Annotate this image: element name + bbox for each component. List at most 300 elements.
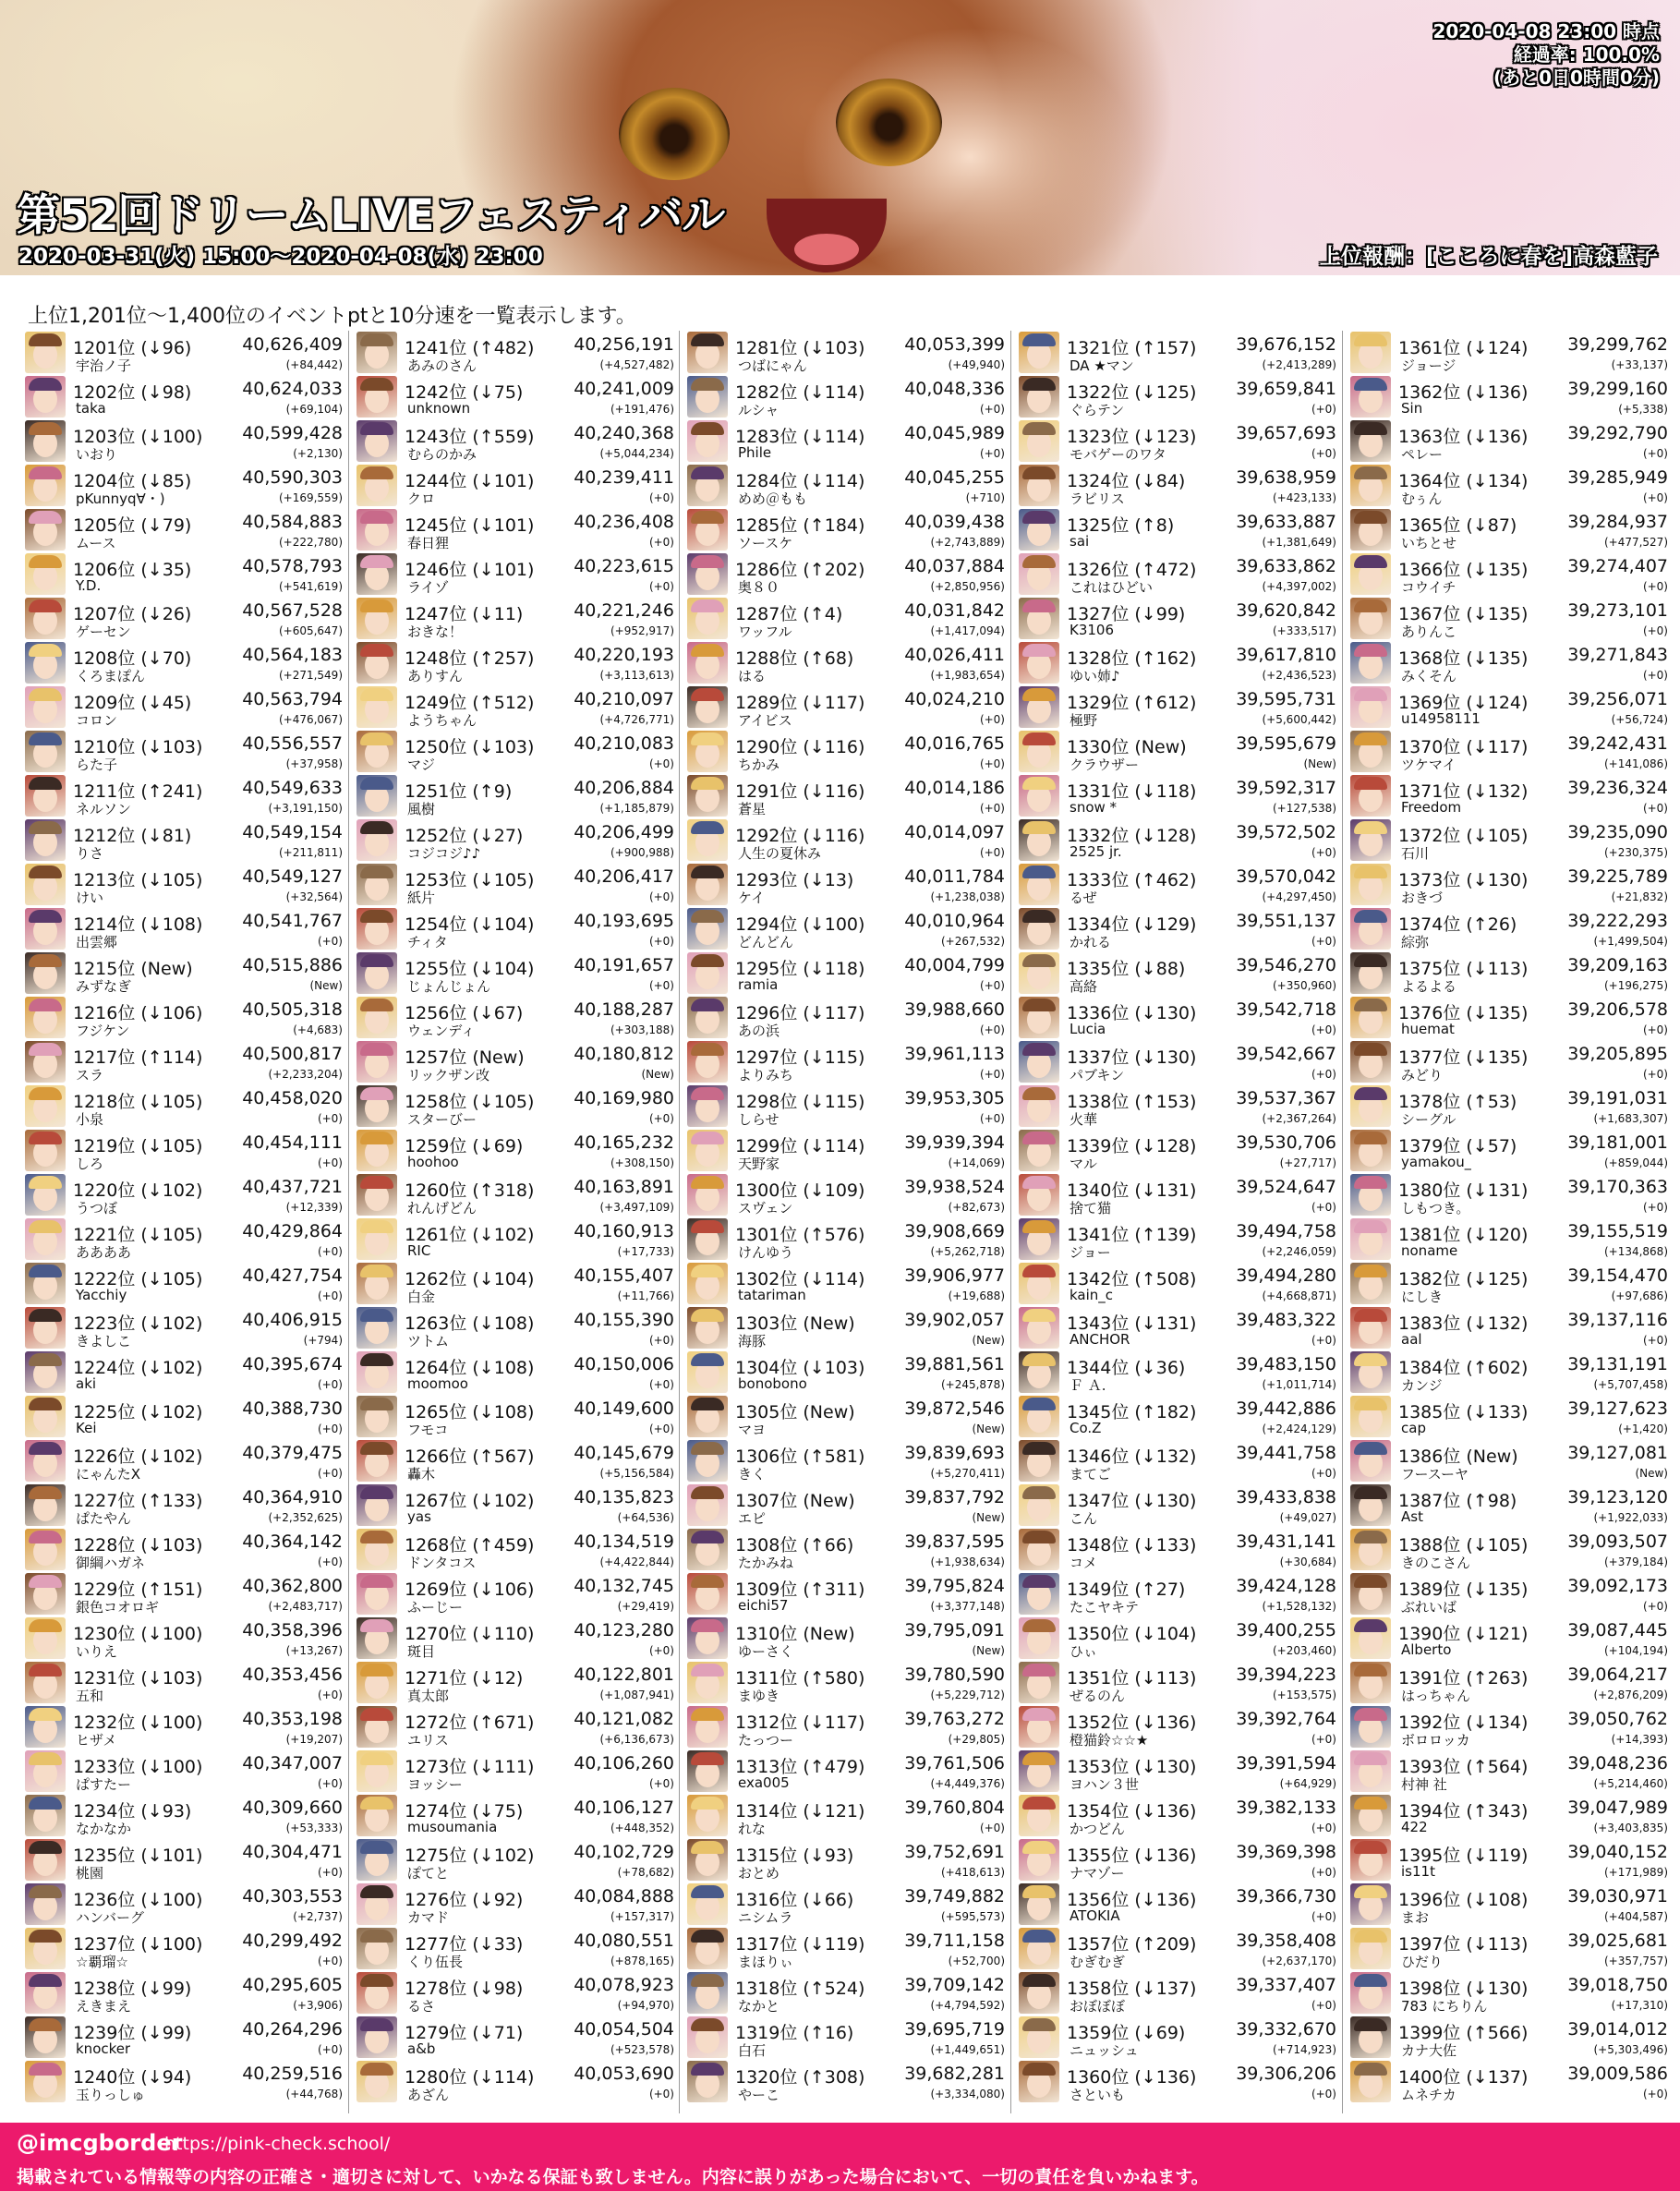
player-name: まてご	[1070, 1466, 1112, 1483]
rank-label: 1272位 (↑671)	[405, 1713, 535, 1733]
rank-label: 1381位 (↓120)	[1398, 1225, 1529, 1245]
ranking-entry	[1350, 1838, 1668, 1882]
rank-label: 1368位 (↓135)	[1398, 648, 1529, 669]
ten-minute-delta: (+230,375)	[1603, 846, 1668, 859]
player-name: 422	[1401, 1819, 1428, 1835]
player-avatar	[687, 509, 728, 551]
ten-minute-delta: (+0)	[1311, 1999, 1336, 2012]
player-name: 783 にちりん	[1401, 1998, 1488, 2015]
player-avatar	[357, 332, 397, 373]
event-points: 39,961,113	[904, 1044, 1005, 1064]
ten-minute-delta: (+5,262,718)	[930, 1245, 1005, 1258]
ten-minute-delta: (+1,238,038)	[930, 890, 1005, 903]
player-name: 火華	[1070, 1111, 1098, 1128]
event-points: 40,106,260	[574, 1753, 674, 1773]
player-name: コジコジ♪♪	[407, 845, 481, 862]
ten-minute-delta: (+5,338)	[1618, 403, 1668, 416]
player-avatar	[1019, 553, 1059, 595]
ranking-entry	[1019, 597, 1336, 641]
rank-label: 1353位 (↓130)	[1067, 1757, 1197, 1777]
player-avatar	[1350, 332, 1391, 373]
player-name: るぜ	[1070, 890, 1097, 906]
player-name: けんゆう	[738, 1244, 794, 1261]
ranking-entry	[687, 1306, 1005, 1350]
rank-label: 1342位 (↑508)	[1067, 1269, 1197, 1289]
rank-label: 1289位 (↓117)	[735, 693, 865, 713]
event-points: 39,711,158	[904, 1931, 1005, 1951]
player-avatar	[1019, 952, 1059, 994]
player-name: 白石	[738, 2042, 767, 2059]
ranking-entry	[1019, 907, 1336, 951]
ten-minute-delta: (+0)	[317, 1866, 343, 1879]
rank-label: 1374位 (↑26)	[1398, 914, 1517, 935]
ranking-entry	[1019, 1927, 1336, 1971]
player-name: カナ大佐	[1401, 2042, 1457, 2059]
player-avatar	[1350, 731, 1391, 772]
ranking-entry	[687, 1749, 1005, 1794]
event-points: 39,760,804	[904, 1798, 1005, 1818]
event-points: 40,347,007	[242, 1753, 343, 1773]
ten-minute-delta: (+0)	[648, 1112, 674, 1125]
ten-minute-delta: (+0)	[317, 1955, 343, 1967]
player-avatar	[1350, 1130, 1391, 1171]
player-name: ワッフル	[738, 623, 792, 640]
event-points: 39,256,071	[1567, 689, 1668, 709]
player-name: 玉りっしゅ	[76, 2087, 146, 2103]
player-avatar	[687, 1617, 728, 1659]
ten-minute-delta: (+379,184)	[1603, 1555, 1668, 1568]
ranking-entry	[357, 1129, 674, 1173]
ten-minute-delta: (+191,476)	[610, 403, 674, 416]
player-name: 海豚	[738, 1333, 767, 1350]
event-points: 40,221,246	[574, 600, 674, 621]
event-points: 40,239,411	[574, 467, 674, 488]
player-avatar	[687, 1130, 728, 1171]
ranking-entry	[1350, 1572, 1668, 1616]
event-points: 40,353,456	[242, 1664, 343, 1685]
ten-minute-delta: (+0)	[648, 1422, 674, 1435]
rank-label: 1325位 (↑8)	[1067, 515, 1175, 536]
event-points: 39,137,116	[1567, 1310, 1668, 1330]
ten-minute-delta: (+19,207)	[285, 1733, 343, 1746]
ranking-entry	[687, 774, 1005, 818]
rank-label: 1223位 (↓102)	[73, 1313, 203, 1334]
event-points: 40,578,793	[242, 556, 343, 576]
rank-label: 1308位 (↑66)	[735, 1535, 854, 1555]
ranking-entry	[1350, 1306, 1668, 1350]
ranking-entry	[357, 1439, 674, 1483]
ranking-entry	[1350, 641, 1668, 685]
ten-minute-delta: (+0)	[317, 1378, 343, 1391]
player-avatar	[1350, 598, 1391, 639]
rank-label: 1399位 (↑566)	[1398, 2023, 1529, 2043]
player-avatar	[1019, 997, 1059, 1038]
ranking-entry	[357, 818, 674, 863]
player-avatar	[1019, 1573, 1059, 1615]
rank-label: 1205位 (↓79)	[73, 515, 192, 536]
player-avatar	[1350, 1440, 1391, 1482]
ranking-entry	[1019, 641, 1336, 685]
player-name: フモコ	[407, 1422, 449, 1438]
rank-label: 1262位 (↓104)	[405, 1269, 535, 1289]
player-name: pKunnyq∀・)	[76, 490, 165, 507]
event-points: 39,483,150	[1236, 1354, 1336, 1374]
event-points: 39,040,152	[1567, 1842, 1668, 1862]
ten-minute-delta: (+134,868)	[1603, 1245, 1668, 1258]
ten-minute-delta: (+0)	[979, 1068, 1005, 1081]
player-avatar	[687, 952, 728, 994]
ranking-entry	[1350, 951, 1668, 996]
player-name: いちとせ	[1401, 535, 1457, 551]
footer-handle[interactable]: @imcgborder	[17, 2130, 183, 2156]
player-name: Ｆ Ａ.	[1070, 1377, 1106, 1394]
ranking-entry	[357, 419, 674, 464]
player-avatar	[1350, 553, 1391, 595]
ten-minute-delta: (+0)	[648, 1777, 674, 1790]
rank-label: 1265位 (↓108)	[405, 1402, 535, 1422]
ten-minute-delta: (+952,917)	[610, 624, 674, 637]
player-name: えきまえ	[76, 1998, 132, 2015]
player-name: noname	[1401, 1242, 1458, 1259]
player-name: ウェンディ	[407, 1023, 476, 1039]
ranking-entry	[1350, 1129, 1668, 1173]
player-avatar	[25, 1307, 66, 1349]
rank-label: 1237位 (↓100)	[73, 1934, 203, 1955]
ten-minute-delta: (+0)	[317, 1289, 343, 1302]
ten-minute-delta: (+5,707,458)	[1593, 1378, 1668, 1391]
ranking-entry	[1350, 1217, 1668, 1262]
event-points: 39,292,790	[1567, 423, 1668, 443]
player-name: 斑目	[407, 1643, 436, 1660]
player-avatar	[1350, 642, 1391, 684]
event-points: 39,795,824	[904, 1576, 1005, 1596]
player-name: クロ	[407, 490, 436, 507]
ten-minute-delta: (+3,906)	[293, 1999, 343, 2012]
player-avatar	[25, 1573, 66, 1615]
ranking-entry	[1350, 597, 1668, 641]
status-elapsed: 経過率: 100.0%	[1513, 43, 1660, 66]
ten-minute-delta: (+1,087,941)	[599, 1689, 674, 1701]
player-avatar	[687, 864, 728, 905]
ten-minute-delta: (+1,011,714)	[1262, 1378, 1336, 1391]
rank-label: 1243位 (↑559)	[405, 427, 535, 447]
event-points: 40,264,296	[242, 2019, 343, 2040]
rank-label: 1335位 (↓88)	[1067, 959, 1186, 979]
event-points: 39,542,667	[1236, 1044, 1336, 1064]
player-name: 真太郎	[407, 1688, 450, 1704]
footer-url[interactable]: https://pink-check.school/	[164, 2134, 391, 2154]
rank-label: 1269位 (↓106)	[405, 1580, 535, 1600]
ten-minute-delta: (+44,768)	[285, 2088, 343, 2100]
ten-minute-delta: (+27,717)	[1279, 1156, 1336, 1169]
player-avatar	[687, 819, 728, 861]
rank-label: 1315位 (↓93)	[735, 1846, 854, 1866]
ranking-entry	[1350, 818, 1668, 863]
ranking-entry	[25, 1661, 343, 1705]
rank-label: 1255位 (↓104)	[405, 959, 535, 979]
ten-minute-delta: (+900,988)	[610, 846, 674, 859]
ten-minute-delta: (+0)	[648, 890, 674, 903]
event-points: 39,009,586	[1567, 2064, 1668, 2084]
player-name: 村神 社	[1401, 1776, 1447, 1793]
player-name: ジョージ	[1401, 357, 1456, 374]
rank-label: 1339位 (↓128)	[1067, 1136, 1197, 1156]
player-name: あみのさん	[407, 357, 477, 374]
ranking-entry	[1350, 1173, 1668, 1217]
player-avatar	[25, 465, 66, 506]
player-name: いりえ	[76, 1643, 118, 1660]
ranking-entry	[25, 730, 343, 774]
player-avatar	[1350, 1573, 1391, 1615]
player-name: ルシャ	[738, 402, 780, 418]
rank-label: 1296位 (↓117)	[735, 1003, 865, 1023]
ten-minute-delta: (+0)	[1311, 1201, 1336, 1214]
ranking-entry	[25, 774, 343, 818]
event-points: 40,163,891	[574, 1177, 674, 1197]
player-avatar	[25, 1706, 66, 1748]
rank-label: 1257位 (New)	[405, 1047, 525, 1068]
rank-label: 1326位 (↑472)	[1067, 560, 1197, 580]
player-avatar	[1019, 1839, 1059, 1881]
event-points: 39,050,762	[1567, 1709, 1668, 1729]
rank-label: 1396位 (↓108)	[1398, 1890, 1529, 1910]
ranking-entry	[357, 1262, 674, 1306]
player-name: 2525 jr.	[1070, 843, 1122, 860]
ten-minute-delta: (+0)	[1642, 1334, 1668, 1347]
player-avatar	[1019, 1972, 1059, 2014]
rank-label: 1345位 (↑182)	[1067, 1402, 1197, 1422]
player-name: はっちゃん	[1401, 1688, 1471, 1704]
event-points: 39,881,561	[904, 1354, 1005, 1374]
player-name: ありすん	[407, 668, 464, 684]
ranking-entry	[1019, 1173, 1336, 1217]
ten-minute-delta: (+82,673)	[948, 1201, 1005, 1214]
player-name: ジョー	[1070, 1244, 1111, 1261]
ten-minute-delta: (+0)	[1311, 1910, 1336, 1923]
ranking-entry	[1019, 1262, 1336, 1306]
event-points: 39,442,886	[1236, 1398, 1336, 1419]
ranking-entry	[1019, 1705, 1336, 1749]
rank-label: 1254位 (↓104)	[405, 914, 535, 935]
ranking-entry	[687, 597, 1005, 641]
event-points: 40,188,287	[574, 999, 674, 1020]
player-name: にしき	[1401, 1289, 1444, 1305]
player-name: ぱたやん	[76, 1510, 132, 1527]
ranking-entry	[25, 1306, 343, 1350]
rank-label: 1226位 (↓102)	[73, 1447, 203, 1467]
player-avatar	[25, 731, 66, 772]
player-avatar	[357, 1396, 397, 1437]
rank-label: 1215位 (New)	[73, 959, 193, 979]
ranking-entry	[687, 464, 1005, 508]
player-avatar	[357, 775, 397, 817]
ranking-entry	[1350, 1350, 1668, 1395]
rank-label: 1298位 (↓115)	[735, 1092, 865, 1112]
event-points: 39,222,293	[1567, 911, 1668, 931]
ranking-column	[25, 331, 343, 2104]
rank-label: 1208位 (↓70)	[73, 648, 192, 669]
ranking-entry	[1019, 331, 1336, 375]
player-name: かつどん	[1070, 1821, 1126, 1837]
player-name: コウイチ	[1401, 579, 1456, 596]
ten-minute-delta: (New)	[641, 1068, 674, 1081]
event-points: 40,259,516	[242, 2064, 343, 2084]
player-name: エピ	[738, 1510, 767, 1527]
player-avatar	[1019, 1928, 1059, 1969]
ten-minute-delta: (+30,684)	[1279, 1555, 1336, 1568]
rank-label: 1302位 (↓114)	[735, 1269, 865, 1289]
event-points: 39,676,152	[1236, 334, 1336, 355]
header-banner	[0, 0, 1680, 275]
ranking-entry	[357, 1705, 674, 1749]
event-points: 40,358,396	[242, 1620, 343, 1640]
player-avatar	[25, 1928, 66, 1969]
player-avatar	[1350, 1706, 1391, 1748]
player-name: ひぃ	[1070, 1643, 1098, 1660]
ten-minute-delta: (+0)	[1642, 1023, 1668, 1036]
rank-label: 1318位 (↑524)	[735, 1979, 865, 1999]
event-points: 40,016,765	[904, 733, 1005, 754]
player-name: ATOKIA	[1070, 1907, 1120, 1924]
event-points: 39,617,810	[1236, 645, 1336, 665]
ten-minute-delta: (+1,938,634)	[930, 1555, 1005, 1568]
ranking-entry	[1350, 1882, 1668, 1927]
player-avatar	[357, 1484, 397, 1526]
ranking-entry	[1019, 419, 1336, 464]
player-name: Yacchiy	[76, 1287, 127, 1303]
player-name: ドンタコス	[407, 1555, 477, 1571]
player-avatar	[1019, 420, 1059, 462]
player-name: 御綱ハガネ	[76, 1555, 146, 1571]
rank-label: 1225位 (↓102)	[73, 1402, 203, 1422]
ten-minute-delta: (+33,137)	[1611, 358, 1668, 371]
rank-label: 1330位 (New)	[1067, 737, 1187, 757]
ten-minute-delta: (+104,194)	[1603, 1644, 1668, 1657]
rank-label: 1347位 (↓130)	[1067, 1491, 1197, 1511]
event-points: 39,382,133	[1236, 1798, 1336, 1818]
player-name: ありんこ	[1401, 623, 1457, 640]
ranking-entry	[1350, 685, 1668, 730]
ten-minute-delta: (+3,191,150)	[268, 802, 343, 815]
ten-minute-delta: (+333,517)	[1272, 624, 1336, 637]
ranking-entry	[1019, 1749, 1336, 1794]
rank-label: 1332位 (↓128)	[1067, 826, 1197, 846]
rank-label: 1292位 (↓116)	[735, 826, 865, 846]
ten-minute-delta: (+49,940)	[948, 358, 1005, 371]
ranking-entry	[687, 951, 1005, 996]
event-points: 39,939,394	[904, 1132, 1005, 1153]
rank-label: 1389位 (↓135)	[1398, 1580, 1529, 1600]
ranking-entry	[357, 641, 674, 685]
player-name: huemat	[1401, 1021, 1455, 1037]
rank-label: 1317位 (↓119)	[735, 1934, 865, 1955]
player-avatar	[687, 1174, 728, 1216]
ten-minute-delta: (New)	[972, 1644, 1005, 1657]
event-points: 40,236,408	[574, 512, 674, 532]
ranking-entry	[25, 2060, 343, 2104]
ten-minute-delta: (+2,424,129)	[1262, 1422, 1336, 1435]
player-name: ああああ	[76, 1244, 132, 1261]
ten-minute-delta: (+4,527,482)	[599, 358, 674, 371]
event-points: 39,299,160	[1567, 379, 1668, 399]
ten-minute-delta: (+541,619)	[278, 580, 343, 593]
ranking-entry	[25, 2015, 343, 2060]
rank-label: 1354位 (↓136)	[1067, 1801, 1197, 1822]
player-avatar	[1350, 1529, 1391, 1570]
ten-minute-delta: (+4,422,844)	[599, 1555, 674, 1568]
event-points: 39,483,322	[1236, 1310, 1336, 1330]
rank-label: 1383位 (↓132)	[1398, 1313, 1529, 1334]
event-points: 40,149,600	[574, 1398, 674, 1419]
rank-label: 1218位 (↓105)	[73, 1092, 203, 1112]
rank-label: 1350位 (↓104)	[1067, 1624, 1197, 1644]
event-points: 40,084,888	[574, 1886, 674, 1907]
ranking-entry	[25, 1882, 343, 1927]
ranking-entry	[357, 1971, 674, 2015]
player-name: 紙片	[407, 890, 436, 906]
ten-minute-delta: (+0)	[1642, 2088, 1668, 2100]
player-name: マル	[1070, 1156, 1098, 1172]
ten-minute-delta: (+1,499,504)	[1593, 935, 1668, 948]
player-name: ぽてと	[407, 1865, 450, 1882]
ranking-entry	[687, 1084, 1005, 1129]
rank-label: 1256位 (↓67)	[405, 1003, 524, 1023]
ten-minute-delta: (+0)	[979, 846, 1005, 859]
player-name: ゲーセン	[76, 623, 131, 640]
rank-label: 1278位 (↓98)	[405, 1979, 524, 1999]
rank-label: 1346位 (↓132)	[1067, 1447, 1197, 1467]
player-name: ニシムラ	[738, 1909, 793, 1926]
event-points: 39,595,679	[1236, 733, 1336, 754]
player-avatar	[687, 1218, 728, 1260]
ten-minute-delta: (+11,766)	[617, 1289, 674, 1302]
rank-label: 1220位 (↓102)	[73, 1180, 203, 1201]
player-name: まゆき	[738, 1688, 780, 1704]
player-name: れんげどん	[407, 1200, 477, 1217]
player-avatar	[25, 1085, 66, 1127]
event-points: 40,223,615	[574, 556, 674, 576]
rank-label: 1392位 (↓134)	[1398, 1713, 1529, 1733]
player-avatar	[357, 1529, 397, 1570]
rank-label: 1259位 (↓69)	[405, 1136, 524, 1156]
ranking-entry	[1019, 1661, 1336, 1705]
ten-minute-delta: (+5,156,584)	[599, 1467, 674, 1480]
ranking-entry	[25, 1262, 343, 1306]
ten-minute-delta: (+1,983,654)	[930, 669, 1005, 682]
ten-minute-delta: (+3,113,613)	[599, 669, 674, 682]
ten-minute-delta: (+0)	[317, 935, 343, 948]
player-name: こん	[1070, 1510, 1098, 1527]
player-avatar	[25, 1484, 66, 1526]
player-avatar	[357, 1928, 397, 1969]
player-name: フジケン	[76, 1023, 130, 1039]
rank-label: 1285位 (↑184)	[735, 515, 865, 536]
player-name: ニュッシュ	[1070, 2042, 1139, 2059]
ten-minute-delta: (+0)	[1642, 669, 1668, 682]
player-name: 小泉	[76, 1111, 104, 1128]
event-points: 40,053,690	[574, 2064, 674, 2084]
event-points: 39,273,101	[1567, 600, 1668, 621]
player-avatar	[1350, 1484, 1391, 1526]
player-name: ぱすたー	[76, 1776, 132, 1793]
event-points: 39,014,012	[1567, 2019, 1668, 2040]
player-avatar	[687, 1396, 728, 1437]
ranking-entry	[357, 1483, 674, 1528]
player-name: どんどん	[738, 934, 794, 950]
rank-label: 1246位 (↓101)	[405, 560, 535, 580]
ten-minute-delta: (+0)	[979, 979, 1005, 992]
player-name: マヨ	[738, 1422, 767, 1438]
